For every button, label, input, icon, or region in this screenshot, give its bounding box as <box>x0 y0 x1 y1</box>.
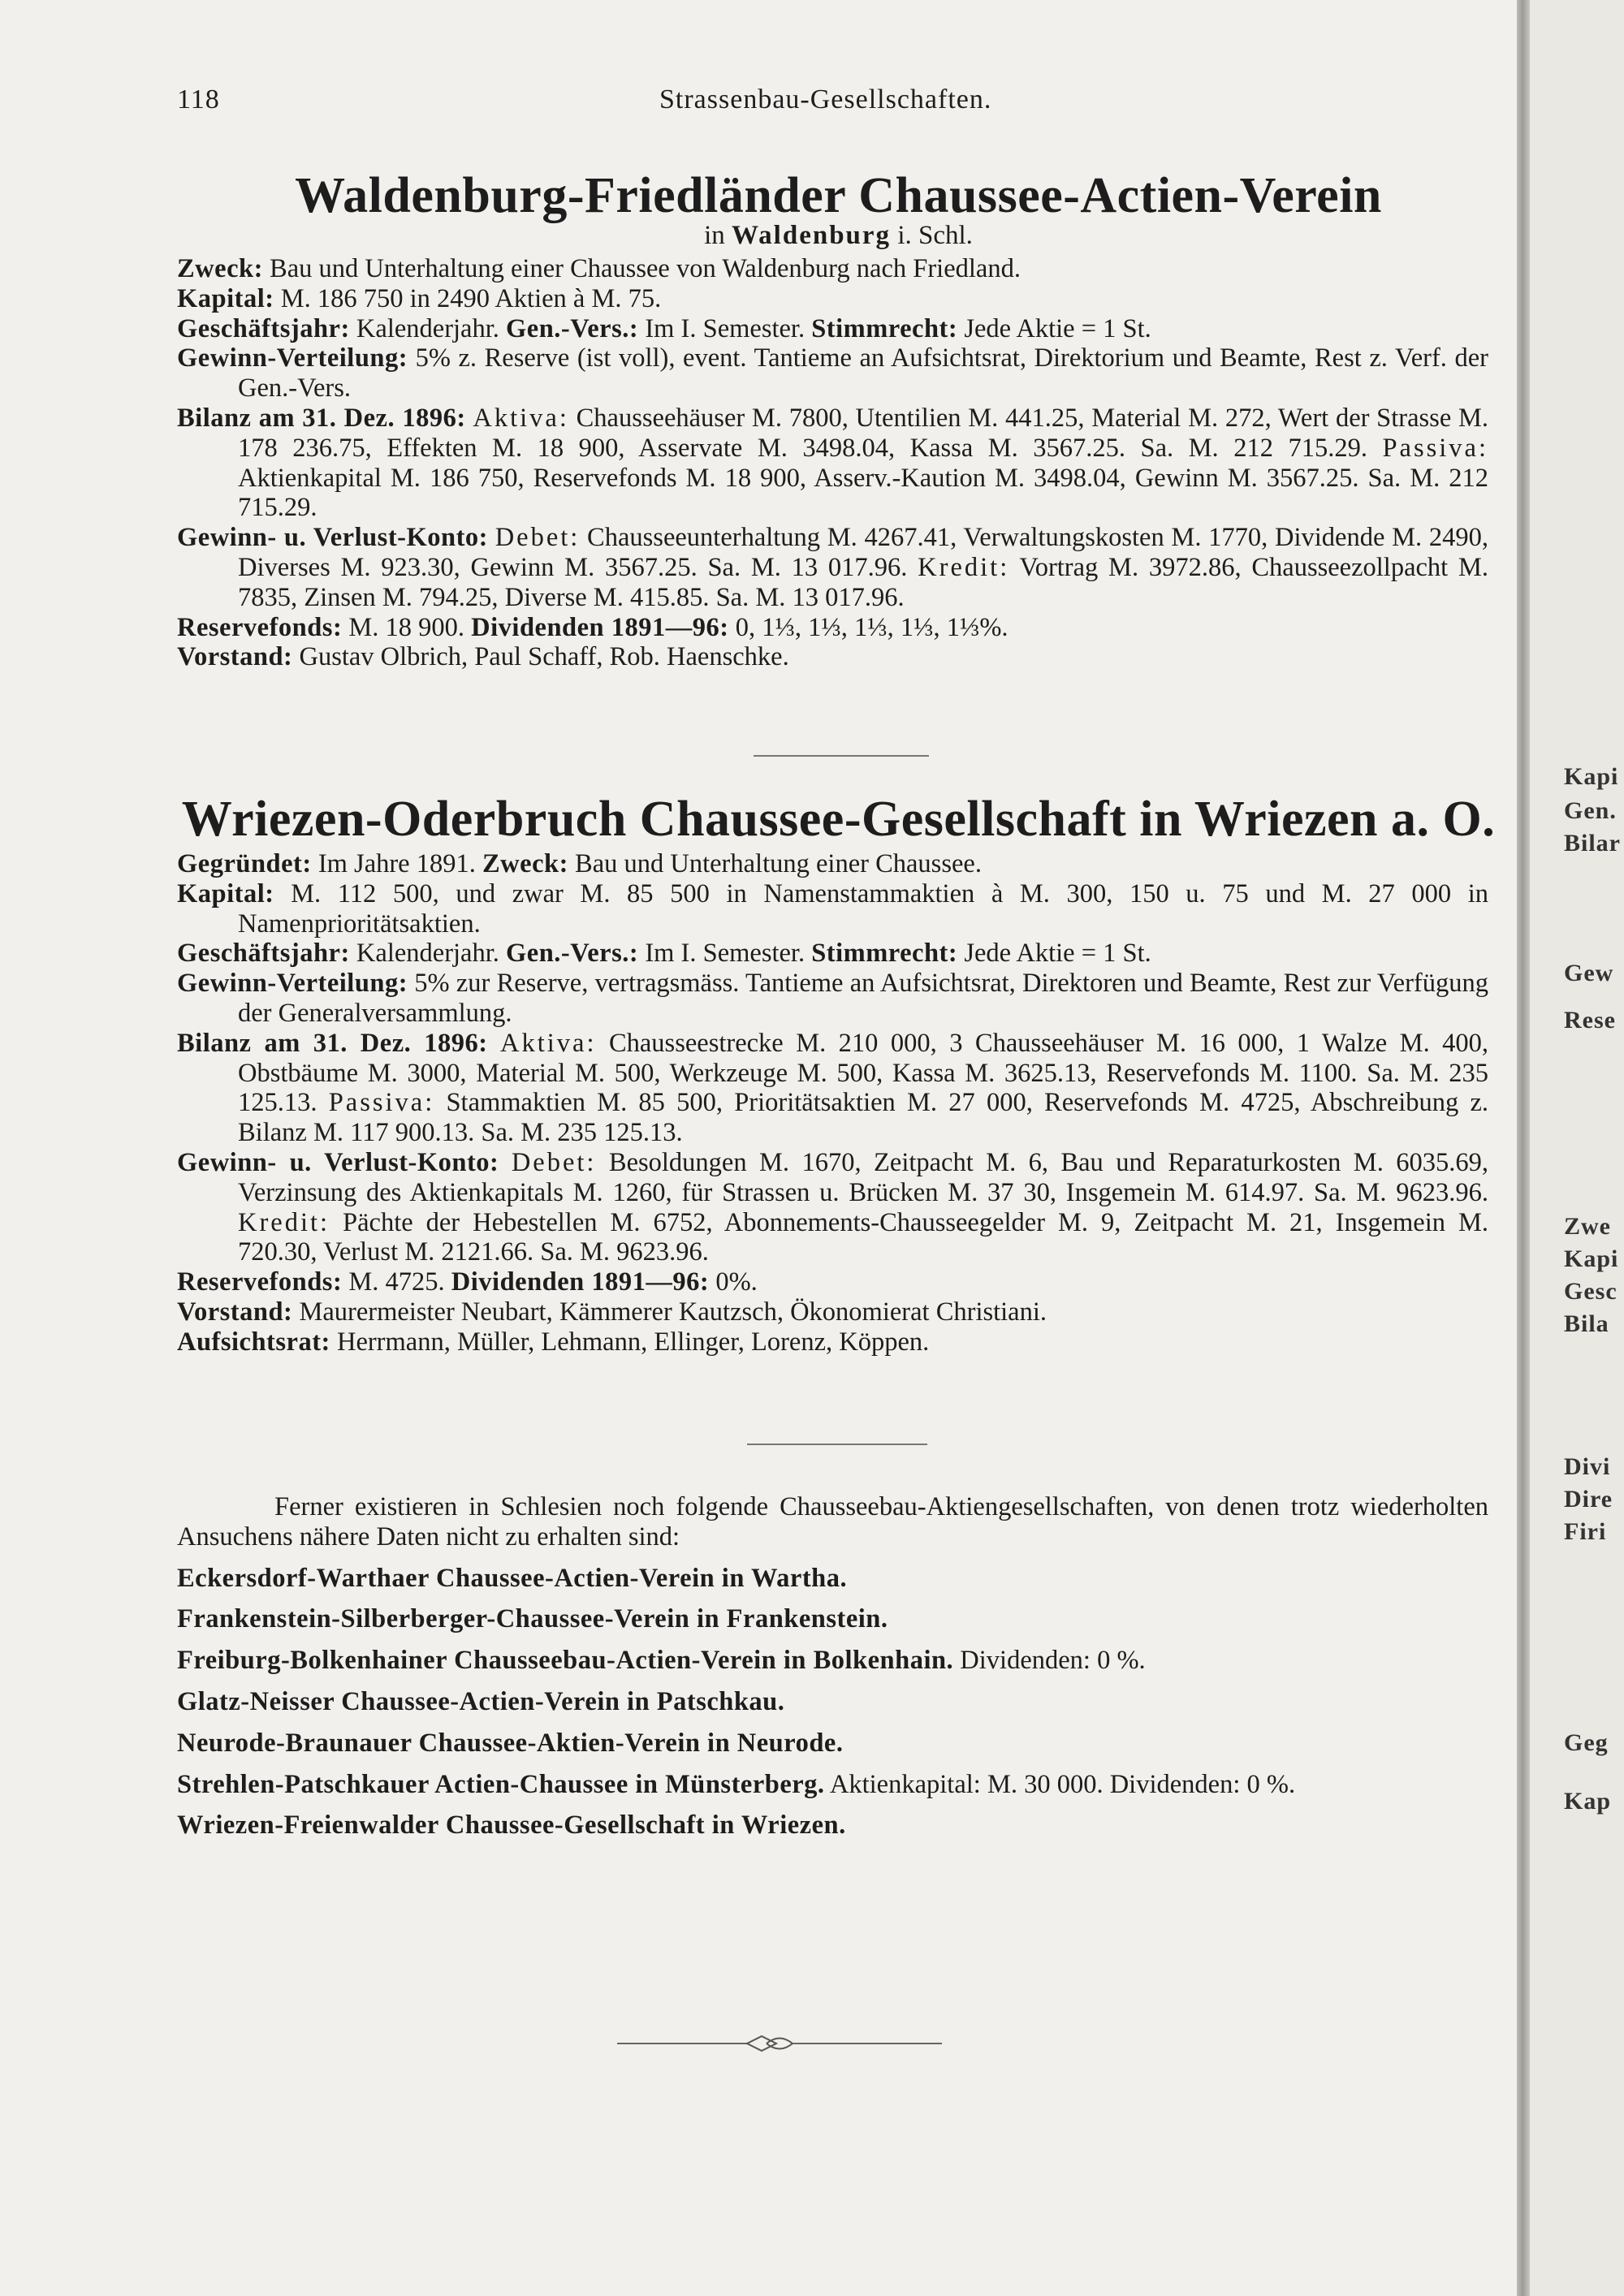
label: Gewinn-Verteilung: <box>177 969 408 999</box>
value: 5% z. Reserve (ist voll), event. Tantieme an Aufsichtsrat, Direktorium und Beamte, Rest z. Verf. der Gen.-Vers. <box>238 343 1488 404</box>
other-company-entry <box>177 1646 1488 1676</box>
value: Chausseestrecke M. 210 000, 3 Chausseehäuser M. 16 000, 1 Walze M. 400, Obstbäume M. 3000, Material M. 500, Werkzeuge M. 500, Kassa M. 3625.13, Reservefonds M. 1100. Sa. M. 235 125.13. <box>238 1028 1489 1118</box>
company2-bilanz <box>177 1029 1488 1148</box>
label: Kapital: <box>177 283 274 313</box>
other-company-name: Frankenstein-Silberberger-Chaussee-Verein in Frankenstein. <box>177 1604 888 1634</box>
value: Im Jahre 1891. <box>311 849 482 878</box>
label: Zweck: <box>177 254 263 283</box>
other-company-note: Aktienkapital: M. 30 000. Dividenden: 0 %. <box>829 1769 1296 1799</box>
value: M. 186 750 in 2490 Aktien à M. 75. <box>274 283 662 313</box>
neighbor-fragment: Gen. <box>1564 797 1617 824</box>
value: Maurermeister Neubart, Kämmerer Kautzsch, Ökonomierat Christiani. <box>292 1297 1047 1327</box>
section-divider <box>747 1444 927 1445</box>
label: Reservefonds: <box>177 1267 343 1297</box>
neighbor-fragment: Rese <box>1564 1007 1616 1034</box>
running-title: Strassenbau-Gesellschaften. <box>659 84 992 114</box>
label: Geschäftsjahr: <box>177 939 350 969</box>
value: Pächte der Hebestellen M. 6752, Abonnements-Chausseegelder M. 9, Zeitpacht M. 21, Insgemein M. 720.30, Verlust M. 2121.66. Sa. M. 9623.96. <box>238 1207 1488 1267</box>
label: Zweck: <box>482 849 568 878</box>
company1-subtitle-post: i. Schl. <box>897 221 973 250</box>
company2-gewinn-verteilung <box>177 969 1488 1029</box>
company2-gegruendet <box>177 849 1488 879</box>
other-company-note: Dividenden: 0 %. <box>960 1646 1146 1676</box>
other-company-entry <box>177 1810 1488 1841</box>
end-ornament <box>617 2031 942 2056</box>
company1-details <box>177 254 1488 672</box>
debet-label: Debet: <box>495 523 581 553</box>
value: Im I. Semester. <box>638 313 812 343</box>
other-companies-section <box>177 1492 1488 1841</box>
company1-subtitle <box>162 221 1514 251</box>
label: Gewinn- u. Verlust-Konto: <box>177 1147 499 1177</box>
value: Kalenderjahr. <box>349 313 507 343</box>
label: Bilanz am 31. Dez. 1896: <box>177 1028 488 1058</box>
company1-title: Waldenburg-Friedländer Chaussee-Actien-Verein <box>295 168 1382 223</box>
label: Stimmrecht: <box>811 313 958 343</box>
value: Gustav Olbrich, Paul Schaff, Rob. Haenschke. <box>292 642 789 672</box>
passiva-label: Passiva: <box>1382 433 1488 463</box>
company2-reservefonds <box>177 1267 1488 1297</box>
value: Bau und Unterhaltung einer Chaussee von Waldenburg nach Friedland. <box>262 254 1021 283</box>
company2-geschaeftsjahr <box>177 939 1488 969</box>
neighbor-fragment: Firi <box>1564 1518 1607 1545</box>
other-company-entry <box>177 1564 1488 1594</box>
company1-geschaeftsjahr <box>177 314 1488 344</box>
neighbor-fragment: Gesc <box>1564 1278 1618 1305</box>
neighbor-fragment: Kapi <box>1564 1245 1619 1272</box>
company2-details <box>177 849 1488 1357</box>
value: Jede Aktie = 1 St. <box>957 313 1151 343</box>
label: Gewinn-Verteilung: <box>177 343 408 373</box>
label: Vorstand: <box>177 642 293 672</box>
other-company-name: Freiburg-Bolkenhainer Chausseebau-Actien-Verein in Bolkenhain. <box>177 1646 954 1676</box>
other-company-name: Eckersdorf-Warthaer Chaussee-Actien-Verein in Wartha. <box>177 1563 848 1593</box>
label: Dividenden 1891—96: <box>451 1267 710 1297</box>
label: Bilanz am 31. Dez. 1896: <box>177 403 466 433</box>
label: Kapital: <box>177 878 274 908</box>
neighbor-fragment: Kap <box>1564 1788 1612 1815</box>
other-company-entry <box>177 1604 1488 1634</box>
company2-gewinn-verlust <box>177 1148 1488 1267</box>
label: Stimmrecht: <box>811 939 958 969</box>
value: 0%. <box>709 1267 758 1297</box>
value: M. 112 500, und zwar M. 85 500 in Namenstammaktien à M. 300, 150 u. 75 und M. 27 000 in Namenprioritätsaktien. <box>238 878 1488 939</box>
value: M. 18 900. <box>342 612 472 642</box>
other-company-entry <box>177 1687 1488 1717</box>
other-company-name: Glatz-Neisser Chaussee-Actien-Verein in Patschkau. <box>177 1686 785 1716</box>
neighbor-fragment: Gew <box>1564 960 1614 986</box>
neighbor-fragment: Dire <box>1564 1486 1613 1513</box>
value: Chausseehäuser M. 7800, Utentilien M. 441.25, Material M. 272, Wert der Strasse M. 178 236.75, Effekten M. 18 900, Asservate M. 3498.04, Kassa M. 3567.25. Sa. M. 212 715.29. <box>238 403 1489 463</box>
section-divider <box>754 755 929 757</box>
debet-label: Debet: <box>511 1147 597 1177</box>
company1-gewinn-verteilung <box>177 343 1488 404</box>
other-company-name: Strehlen-Patschkauer Actien-Chaussee in Münsterberg. <box>177 1769 825 1799</box>
label: Dividenden 1891—96: <box>471 612 729 642</box>
other-companies-list <box>177 1564 1488 1841</box>
value: Besoldungen M. 1670, Zeitpacht M. 6, Bau und Reparaturkosten M. 6035.69, Verzinsung des Aktienkapitals M. 1260, für Strassen u. Brücken M. 37 30, Insgemein M. 614.97. Sa. M. 9623.96. <box>238 1147 1489 1207</box>
neighbor-fragment: Bila <box>1564 1310 1609 1337</box>
company2-vorstand <box>177 1297 1488 1327</box>
neighbor-fragment: Bilar <box>1564 830 1621 857</box>
value: Herrmann, Müller, Lehmann, Ellinger, Lorenz, Köppen. <box>330 1327 930 1357</box>
company1-gewinn-verlust <box>177 523 1488 612</box>
company2-title: Wriezen-Oderbruch Chaussee-Gesellschaft in Wriezen a. O. <box>181 792 1496 847</box>
neighbor-fragment: Kapi <box>1564 763 1619 790</box>
label: Gen.-Vers.: <box>506 939 639 969</box>
company1-zweck <box>177 254 1488 284</box>
other-company-name: Wriezen-Freienwalder Chaussee-Gesellschaft in Wriezen. <box>177 1810 846 1841</box>
value: M. 4725. <box>342 1267 451 1297</box>
neighbor-fragment: Geg <box>1564 1729 1609 1756</box>
other-company-entry <box>177 1770 1488 1800</box>
other-company-name: Neurode-Braunauer Chaussee-Aktien-Verein in Neurode. <box>177 1728 844 1758</box>
other-company-entry <box>177 1728 1488 1759</box>
label: Reservefonds: <box>177 612 343 642</box>
neighbor-fragment: Divi <box>1564 1453 1611 1480</box>
aktiva-label: Aktiva: <box>500 1028 597 1058</box>
page-number: 118 <box>177 84 220 114</box>
neighbor-page-edge <box>1530 0 1624 2296</box>
value: Vortrag M. 3972.86, Chausseezollpacht M. 7835, Zinsen M. 794.25, Diverse M. 415.85. Sa. M. 13 017.96. <box>238 552 1488 612</box>
neighbor-fragment: Zwe <box>1564 1213 1611 1240</box>
company1-kapital <box>177 284 1488 314</box>
value: Stammaktien M. 85 500, Prioritätsaktien M. 27 000, Reservefonds M. 4725, Abschreibung z. Bilanz M. 117 900.13. Sa. M. 235 125.13. <box>238 1088 1489 1148</box>
company2-kapital <box>177 879 1488 939</box>
value: Kalenderjahr. <box>349 939 507 969</box>
kredit-label: Kredit: <box>918 552 1010 582</box>
company1-subtitle-pre: in <box>704 221 725 250</box>
value: 0, 1⅓, 1⅓, 1⅓, 1⅓, 1⅓%. <box>728 612 1009 642</box>
aktiva-label: Aktiva: <box>473 403 569 433</box>
value: Aktienkapital M. 186 750, Reservefonds M. 18 900, Asserv.-Kaution M. 3498.04, Gewinn M. 3567.25. Sa. M. 212 715.29. <box>238 463 1488 523</box>
value: Im I. Semester. <box>638 939 812 969</box>
value: 5% zur Reserve, vertragsmäss. Tantieme an Aufsichtsrat, Direktoren und Beamte, Rest zur Verfügung der Generalversammlung. <box>238 969 1488 1028</box>
value: Jede Aktie = 1 St. <box>957 939 1151 969</box>
label: Gewinn- u. Verlust-Konto: <box>177 523 488 553</box>
label: Gen.-Vers.: <box>506 313 639 343</box>
other-companies-intro: Ferner existieren in Schlesien noch folgende Chausseebau-Aktiengesellschaften, von denen trotz wiederholten Ansuchens nähere Daten nicht zu erhalten sind: <box>177 1492 1488 1552</box>
label: Geschäftsjahr: <box>177 313 350 343</box>
book-gutter <box>1517 0 1530 2296</box>
company2-aufsichtsrat <box>177 1327 1488 1357</box>
company1-reservefonds <box>177 613 1488 643</box>
company1-subtitle-city: Waldenburg <box>732 221 892 250</box>
label: Aufsichtsrat: <box>177 1327 330 1357</box>
label: Gegründet: <box>177 849 312 878</box>
label: Vorstand: <box>177 1297 293 1327</box>
value: Bau und Unterhaltung einer Chaussee. <box>568 849 982 878</box>
passiva-label: Passiva: <box>328 1088 435 1118</box>
company1-vorstand <box>177 642 1488 672</box>
kredit-label: Kredit: <box>238 1207 330 1237</box>
company1-bilanz <box>177 404 1488 523</box>
value: Chausseeunterhaltung M. 4267.41, Verwaltungskosten M. 1770, Dividende M. 2490, Diverses M. 923.30, Gewinn M. 3567.25. Sa. M. 13 017.96. <box>238 523 1488 582</box>
